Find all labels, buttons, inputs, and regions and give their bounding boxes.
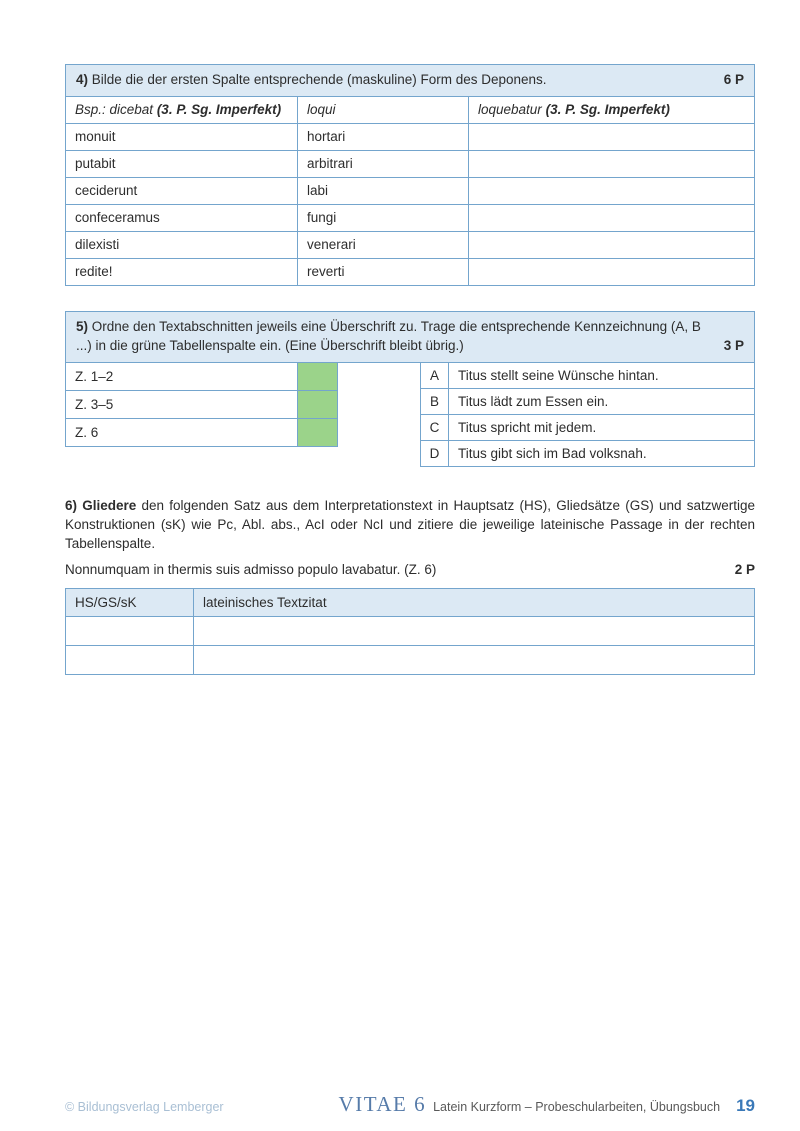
column-header-textzitat: lateinisches Textzitat	[194, 589, 755, 617]
line-range-cell: Z. 1–2	[66, 362, 298, 390]
copyright-text: © Bildungsverlag Lemberger	[65, 1100, 224, 1114]
table-row	[66, 177, 755, 204]
exercise-4-header	[65, 64, 755, 97]
table-row	[66, 204, 755, 231]
heading-key-cell: C	[421, 414, 449, 440]
column-header-hs-gs-sk: HS/GS/sK	[66, 589, 194, 617]
exercise-6-number: 6)	[65, 497, 78, 513]
answer-cell-green	[298, 418, 338, 446]
answer-cell	[194, 617, 755, 646]
answer-cell	[469, 204, 755, 231]
exercise-5-tables	[65, 363, 755, 467]
exercise-6-table	[65, 588, 755, 675]
verb-cell: ceciderunt	[66, 177, 298, 204]
exercise-4-table	[65, 96, 755, 286]
exercise-6	[65, 496, 755, 675]
page-footer	[65, 1092, 755, 1117]
deponens-cell: arbitrari	[298, 150, 469, 177]
verb-cell: putabit	[66, 150, 298, 177]
table-row	[66, 258, 755, 285]
example-answer-text: loquebatur	[478, 102, 542, 118]
example-source-cell	[66, 96, 298, 123]
line-ranges-table	[65, 362, 338, 447]
answer-cell	[469, 177, 755, 204]
exercise-5-number: 5)	[76, 318, 89, 334]
exercise-4-prompt: Bilde die der ersten Spalte entsprechende (maskuline) Form des Deponens.	[91, 72, 547, 87]
exercise-4-number: 4)	[76, 72, 89, 87]
table-row	[421, 362, 755, 388]
example-answer-form: (3. P. Sg. Imperfekt)	[545, 102, 670, 118]
exercise-4	[65, 64, 755, 286]
table-row	[66, 390, 338, 418]
exercise-5-header	[65, 311, 755, 363]
table-row	[421, 440, 755, 466]
line-range-cell: Z. 3–5	[66, 390, 298, 418]
table-row	[66, 362, 338, 390]
table-row	[66, 123, 755, 150]
latin-sentence: Nonnumquam in thermis suis admisso populo lavabatur. (Z. 6)	[65, 562, 437, 578]
heading-key-cell: A	[421, 362, 449, 388]
verb-cell: monuit	[66, 123, 298, 150]
page-content	[65, 64, 755, 675]
exercise-4-title	[76, 71, 547, 90]
headings-table	[420, 362, 755, 467]
table-row	[66, 150, 755, 177]
exercise-5-title	[76, 319, 701, 353]
answer-cell	[194, 646, 755, 675]
table-row	[66, 646, 755, 675]
answer-cell	[66, 646, 194, 675]
exercise-6-prompt-text: den folgenden Satz aus dem Interpretationstext in Hauptsatz (HS), Gliedsätze (GS) und satzwertige Konstruktionen (sK) wie Pc, Abl. abs., AcI oder NcI und zitiere die jeweilige lateinische Passage in der rechten Tabellenspalte.	[65, 497, 755, 551]
book-subtitle: Latein Kurzform – Probeschularbeiten, Übungsbuch	[433, 1100, 721, 1114]
deponens-cell: hortari	[298, 123, 469, 150]
answer-cell-green	[298, 390, 338, 418]
exercise-4-points: 6 P	[723, 72, 744, 87]
example-source-form: (3. P. Sg. Imperfekt)	[156, 102, 282, 118]
exercise-6-sentence-line	[65, 562, 755, 577]
heading-text-cell: Titus stellt seine Wünsche hintan.	[449, 362, 755, 388]
verb-cell: confeceramus	[66, 204, 298, 231]
heading-text-cell: Titus spricht mit jedem.	[449, 414, 755, 440]
answer-cell	[469, 123, 755, 150]
answer-cell	[469, 150, 755, 177]
heading-key-cell: B	[421, 388, 449, 414]
deponens-cell: venerari	[298, 231, 469, 258]
example-source-text: Bsp.: dicebat	[75, 102, 154, 118]
deponens-cell: labi	[298, 177, 469, 204]
answer-cell-green	[298, 362, 338, 390]
page-number: 19	[736, 1096, 755, 1115]
deponens-cell: fungi	[298, 204, 469, 231]
example-answer-cell	[469, 96, 755, 123]
exercise-5	[65, 311, 755, 467]
exercise-6-lead	[65, 498, 136, 513]
verb-cell: dilexisti	[66, 231, 298, 258]
exercise-5-prompt: Ordne den Textabschnitten jeweils eine Überschrift zu. Trage die entsprechende Kennzeichnung (A, B ...) in die grüne Tabellenspalte ein. (Eine Überschrift bleibt übrig.)	[76, 318, 701, 353]
table-row	[421, 388, 755, 414]
line-range-cell: Z. 6	[66, 418, 298, 446]
verb-cell: redite!	[66, 258, 298, 285]
answer-cell	[469, 258, 755, 285]
example-deponens-cell: loqui	[298, 96, 469, 123]
heading-text-cell: Titus gibt sich im Bad volksnah.	[449, 440, 755, 466]
table-header-row	[66, 589, 755, 617]
answer-cell	[66, 617, 194, 646]
table-row-example	[66, 96, 755, 123]
series-brand: VITAE 6	[338, 1092, 427, 1116]
exercise-6-prompt	[65, 496, 755, 553]
exercise-5-points: 3 P	[723, 337, 744, 353]
table-row	[66, 231, 755, 258]
heading-text-cell: Titus lädt zum Essen ein.	[449, 388, 755, 414]
exercise-6-points: 2 P	[734, 562, 755, 578]
heading-key-cell: D	[421, 440, 449, 466]
table-row	[66, 617, 755, 646]
deponens-cell: reverti	[298, 258, 469, 285]
table-row	[421, 414, 755, 440]
exercise-6-keyword: Gliedere	[82, 497, 137, 513]
answer-cell	[469, 231, 755, 258]
table-row	[66, 418, 338, 446]
